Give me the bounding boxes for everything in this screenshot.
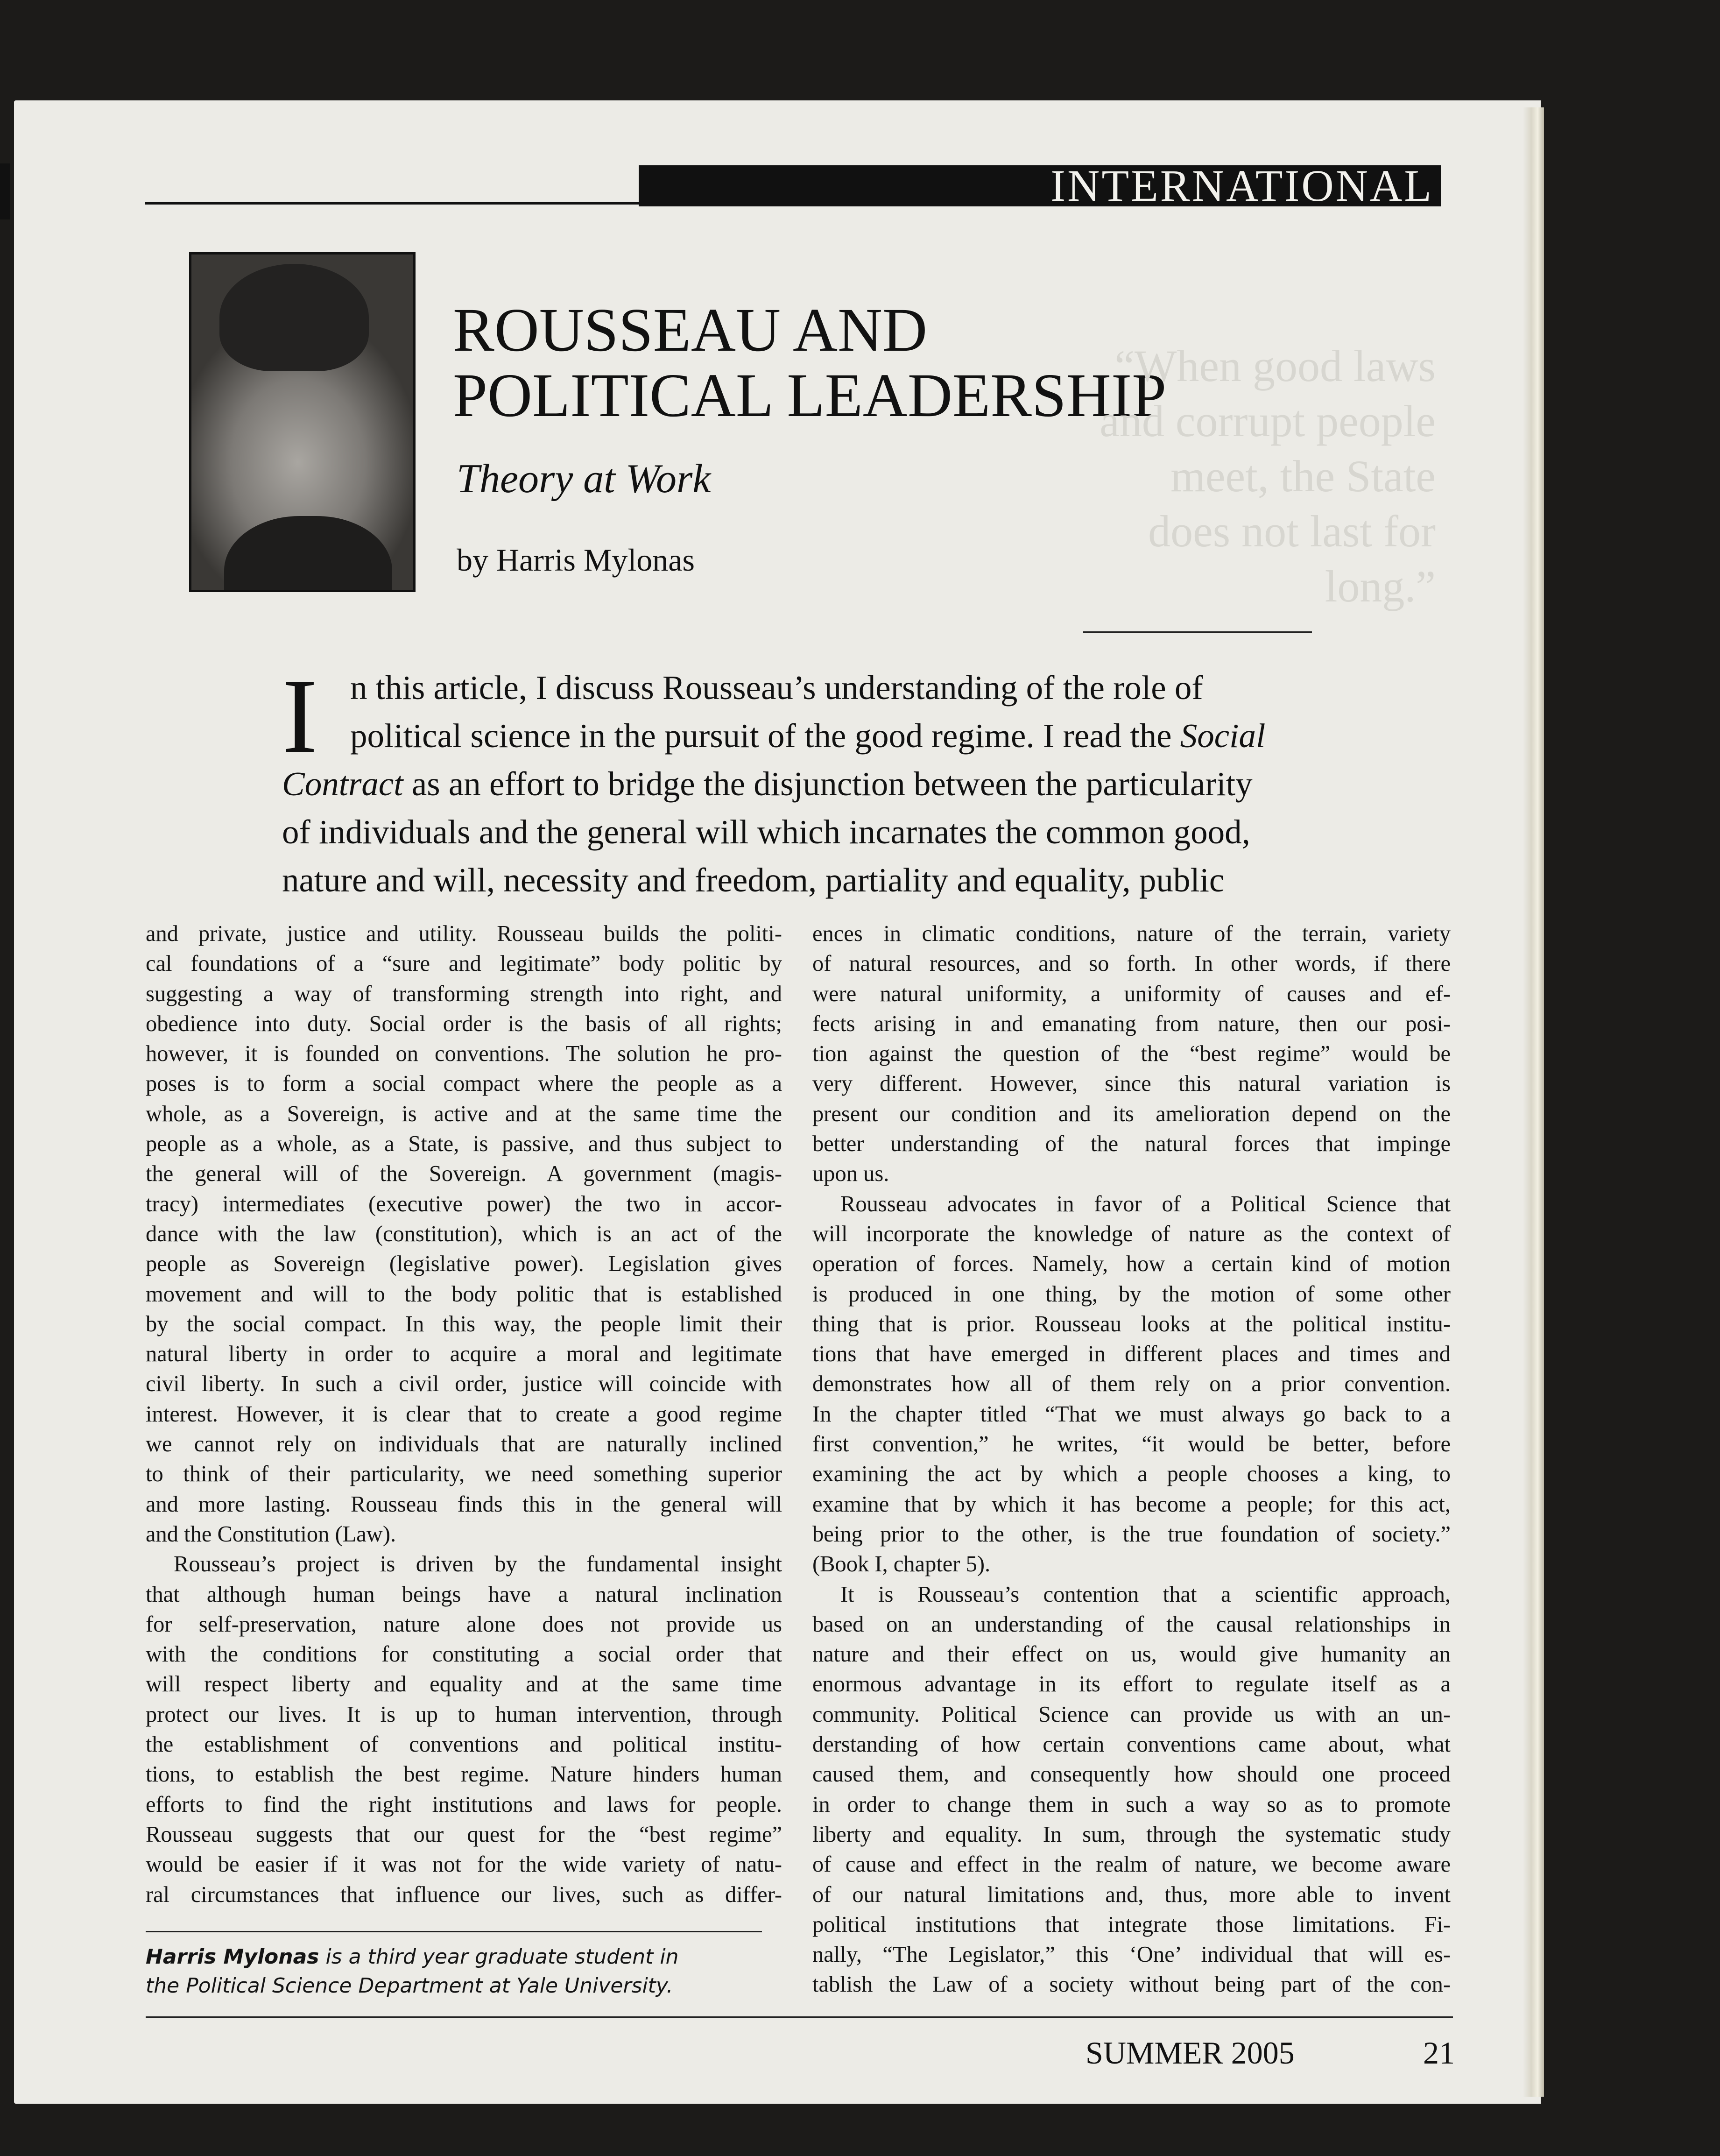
- column-1-line: poses is to form a social compact where the people as a: [146, 1071, 782, 1096]
- column-1-line: the establishment of conventions and political institu-: [146, 1732, 782, 1757]
- lead-line-2-italic: Social: [1180, 717, 1266, 755]
- column-1-line: natural liberty in order to acquire a moral and legitimate: [146, 1342, 782, 1367]
- column-1-line: ral circumstances that influence our lives, such as differ-: [146, 1882, 782, 1907]
- column-1-line: and the Constitution (Law).: [146, 1521, 396, 1547]
- column-2-line: Rousseau advocates in favor of a Political Science that: [840, 1191, 1451, 1216]
- column-2-line: nally, “The Legislator,” this ‘One’ individual that will es-: [812, 1942, 1451, 1967]
- column-2-line: examine that by which it has become a people; for this act,: [812, 1492, 1451, 1517]
- author-photo: [189, 252, 416, 592]
- column-2-line: enormous advantage in its effort to regulate itself as a: [812, 1672, 1451, 1697]
- column-1-line: movement and will to the body politic that is established: [146, 1281, 782, 1307]
- column-2-line: of our natural limitations and, thus, more able to invent: [812, 1882, 1451, 1907]
- page-number: 21: [1423, 2035, 1455, 2071]
- page-edge: [1523, 107, 1544, 2097]
- column-2-line: upon us.: [812, 1161, 889, 1187]
- column-2-line: ences in climatic conditions, nature of the terrain, variety: [812, 921, 1451, 946]
- bio-line-1: is a third year graduate student in: [319, 1945, 679, 1969]
- column-1-line: people as a whole, as a State, is passive, and thus subject to: [146, 1131, 782, 1157]
- column-1-line: for self-preservation, nature alone does not provide us: [146, 1612, 782, 1637]
- column-2-line: in order to change them in such a way so as to promote: [812, 1792, 1451, 1817]
- column-2-line: tion against the question of the “best regime” would be: [812, 1041, 1451, 1067]
- lead-line-3: [282, 759, 1323, 809]
- column-2-line: derstanding of how certain conventions came about, what: [812, 1732, 1451, 1757]
- column-1-line: will respect liberty and equality and at the same time: [146, 1672, 782, 1697]
- column-1-line: and private, justice and utility. Rousseau builds the politi-: [146, 921, 782, 946]
- column-2-line: nature and their effect on us, would give humanity an: [812, 1642, 1451, 1667]
- column-1-line: Rousseau suggests that our quest for the “best regime”: [146, 1822, 782, 1847]
- column-1-line: people as Sovereign (legislative power). Legislation gives: [146, 1251, 782, 1277]
- column-1-line: we cannot rely on individuals that are naturally inclined: [146, 1432, 782, 1457]
- photo-shoulder-shape: [224, 516, 392, 592]
- drop-cap: I: [282, 657, 317, 775]
- column-1-line: that although human beings have a natural inclination: [146, 1582, 782, 1607]
- column-1-line: efforts to find the right institutions and laws for people.: [146, 1792, 782, 1817]
- column-2-line: were natural uniformity, a uniformity of causes and ef-: [812, 981, 1451, 1006]
- article-byline: by Harris Mylonas: [457, 542, 695, 578]
- bio-line-2: the Political Science Department at Yale University.: [146, 1974, 673, 1998]
- body-column-2: [812, 919, 1451, 2000]
- column-2-line: demonstrates how all of them rely on a prior convention.: [812, 1371, 1451, 1397]
- column-1-line: by the social compact. In this way, the people limit their: [146, 1311, 782, 1336]
- bio-name: Harris Mylonas: [146, 1945, 319, 1969]
- column-2-line: based on an understanding of the causal relationships in: [812, 1612, 1451, 1637]
- article-title-line-2: POLITICAL LEADERSHIP: [453, 361, 1167, 430]
- lead-line-3-italic: Contract: [282, 765, 403, 803]
- pull-quote: “When good laws and corrupt people meet, the State does not last for long.”: [1100, 341, 1436, 611]
- column-2-line: tablish the Law of a society without being part of the con-: [812, 1972, 1451, 1997]
- lead-line-5: nature and will, necessity and freedom, partiality and equality, public: [282, 861, 1225, 899]
- column-2-line: examining the act by which a people chooses a king, to: [812, 1462, 1451, 1487]
- column-1-line: cal foundations of a “sure and legitimate” body politic by: [146, 951, 782, 976]
- lead-line-2: [350, 711, 1391, 761]
- column-2-line: caused them, and consequently how should one proceed: [812, 1762, 1451, 1787]
- column-1-line: civil liberty. In such a civil order, justice will coincide with: [146, 1371, 782, 1397]
- column-1-line: to think of their particularity, we need something superior: [146, 1462, 782, 1487]
- column-2-line: being prior to the other, is the true foundation of society.”: [812, 1521, 1451, 1547]
- lead-line-1: n this article, I discuss Rousseau’s understanding of the role of: [350, 669, 1203, 707]
- lead-line-2-text: political science in the pursuit of the good regime. I read the: [350, 717, 1172, 755]
- column-1-line: however, it is founded on conventions. The solution he pro-: [146, 1041, 782, 1067]
- column-2-line: is produced in one thing, by the motion of some other: [812, 1281, 1451, 1307]
- column-2-line: very different. However, since this natural variation is: [812, 1071, 1451, 1096]
- column-1-line: dance with the law (constitution), which is an act of the: [146, 1221, 782, 1246]
- column-2-line: first convention,” he writes, “it would be better, before: [812, 1432, 1451, 1457]
- column-1-line: Rousseau’s project is driven by the fundamental insight: [174, 1552, 782, 1577]
- article-subtitle: Theory at Work: [457, 456, 711, 502]
- column-1-line: obedience into duty. Social order is the basis of all rights;: [146, 1011, 782, 1036]
- spine-mark: [0, 163, 10, 219]
- lead-line-3-text: as an effort to bridge the disjunction between the particularity: [411, 765, 1253, 803]
- column-2-line: operation of forces. Namely, how a certain kind of motion: [812, 1251, 1451, 1277]
- header-rule: [145, 202, 640, 205]
- photo-hair-shape: [219, 264, 369, 371]
- column-2-line: better understanding of the natural forces that impinge: [812, 1131, 1451, 1157]
- section-banner: INTERNATIONAL: [639, 165, 1441, 206]
- column-2-line: present our condition and its amelioration depend on the: [812, 1101, 1451, 1126]
- column-2-line: of cause and effect in the realm of nature, we become aware: [812, 1852, 1451, 1877]
- column-2-line: will incorporate the knowledge of nature as the context of: [812, 1221, 1451, 1246]
- footer-rule: [146, 2016, 1453, 2018]
- column-1-line: tracy) intermediates (executive power) the two in accor-: [146, 1191, 782, 1216]
- column-2-line: tions that have emerged in different places and times and: [812, 1342, 1451, 1367]
- article-title-line-1: ROUSSEAU AND: [453, 295, 928, 364]
- column-1-line: interest. However, it is clear that to create a good regime: [146, 1401, 782, 1427]
- author-bio: [146, 1943, 678, 2000]
- column-1-line: with the conditions for constituting a social order that: [146, 1642, 782, 1667]
- body-column-1: [146, 919, 782, 1910]
- column-1-line: and more lasting. Rousseau finds this in the general will: [146, 1492, 782, 1517]
- column-2-line: fects arising in and emanating from nature, then our posi-: [812, 1011, 1451, 1036]
- column-2-line: community. Political Science can provide us with an un-: [812, 1702, 1451, 1727]
- column-1-line: would be easier if it was not for the wide variety of natu-: [146, 1852, 782, 1877]
- column-2-line: In the chapter titled “That we must always go back to a: [812, 1401, 1451, 1427]
- bio-rule: [146, 1931, 762, 1932]
- column-1-line: the general will of the Sovereign. A government (magis-: [146, 1161, 782, 1187]
- lead-line-4: of individuals and the general will which incarnates the common good,: [282, 813, 1250, 851]
- column-2-line: liberty and equality. In sum, through the systematic study: [812, 1822, 1451, 1847]
- column-2-line: of natural resources, and so forth. In other words, if there: [812, 951, 1451, 976]
- column-2-line: It is Rousseau’s contention that a scientific approach,: [840, 1582, 1451, 1607]
- column-1-line: whole, as a Sovereign, is active and at the same time the: [146, 1101, 782, 1126]
- issue-label: SUMMER 2005: [1086, 2035, 1295, 2071]
- column-1-line: suggesting a way of transforming strength into right, and: [146, 981, 782, 1006]
- column-1-line: tions, to establish the best regime. Nature hinders human: [146, 1762, 782, 1787]
- column-2-line: thing that is prior. Rousseau looks at the political institu-: [812, 1311, 1451, 1336]
- column-1-line: protect our lives. It is up to human intervention, through: [146, 1702, 782, 1727]
- column-2-line: political institutions that integrate those limitations. Fi-: [812, 1912, 1451, 1937]
- pull-quote-rule: [1083, 631, 1312, 633]
- column-2-line: (Book I, chapter 5).: [812, 1552, 991, 1577]
